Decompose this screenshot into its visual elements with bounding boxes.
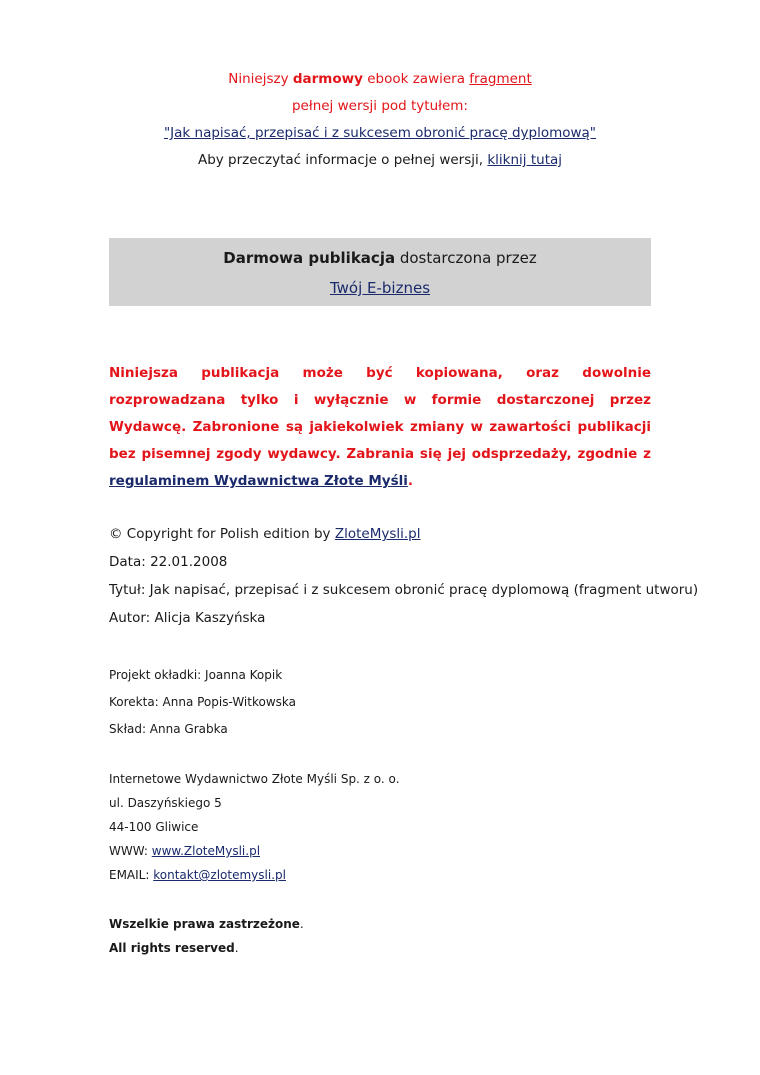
date-line: Data: 22.01.2008	[109, 554, 228, 570]
credits	[109, 662, 669, 743]
header-line-1-pre: Niniejszy	[228, 71, 293, 87]
regulations-link[interactable]: regulaminem Wydawnictwa Złote Myśli	[109, 473, 408, 489]
city-line: 44-100 Gliwice	[109, 820, 199, 834]
email-label: EMAIL:	[109, 868, 154, 882]
rights-pl-end: .	[299, 917, 304, 931]
typesetting-line: Skład: Anna Grabka	[109, 722, 228, 736]
banner-line-1	[109, 243, 651, 273]
copyright-text: © Copyright for Polish edition by	[109, 526, 335, 542]
author-line: Autor: Alicja Kaszyńska	[109, 610, 266, 626]
rights-en-text: All rights reserved	[109, 941, 235, 955]
email-link[interactable]: kontakt@zlotemysli.pl	[153, 868, 286, 882]
header-line-4-pre: Aby przeczytać informacje o pełnej wersji,	[197, 152, 488, 168]
title-line: Tytuł: Jak napisać, przepisać i z sukcesem obronić pracę dyplomową (fragment utworu)	[109, 582, 699, 598]
cover-design-line: Projekt okładki: Joanna Kopik	[109, 668, 283, 682]
publisher-banner	[109, 238, 651, 306]
header-bold-free: darmowy	[292, 71, 363, 87]
full-title-link[interactable]: "Jak napisać, przepisać i z sukcesem obronić pracę dyplomową"	[163, 125, 597, 141]
header-line-3	[0, 120, 760, 147]
rights-en-end: .	[234, 941, 239, 955]
header-line-1-mid: ebook zawiera	[362, 71, 470, 87]
publisher-name: Internetowe Wydawnictwo Złote Myśli Sp. z o. o.	[109, 772, 400, 786]
license-notice	[109, 360, 651, 495]
publication-meta	[109, 520, 699, 632]
publisher-address	[109, 767, 669, 887]
notice-text: Niniejsza publikacja może być kopiowana, oraz dowolnie rozprowadzana tylko i wyłącznie w formie dostarczonej przez Wydawcę. Zabronione są jakiekolwiek zmiany w zawartości publikacji bez pisemnej zgody wydawcy. Zabrania się jej odsprzedaży, zgodnie z	[109, 365, 651, 462]
proofreading-line: Korekta: Anna Popis-Witkowska	[109, 695, 296, 709]
twoj-ebiznes-link[interactable]: Twój E-biznes	[329, 279, 431, 297]
www-label: WWW:	[109, 844, 152, 858]
rights-pl	[109, 912, 669, 936]
rights-en	[109, 936, 669, 960]
ebook-info	[0, 66, 760, 174]
www-link[interactable]: www.ZloteMysli.pl	[151, 844, 261, 858]
banner-line-2	[109, 273, 651, 303]
banner-bold: Darmowa publikacja	[223, 249, 396, 267]
zlotemysli-link[interactable]: ZloteMysli.pl	[334, 526, 421, 542]
copyright-line	[109, 520, 669, 548]
header-line-2: pełnej wersji pod tytułem:	[291, 98, 468, 114]
banner-rest: dostarczona przez	[395, 249, 537, 267]
rights-reserved	[109, 912, 669, 960]
www-line	[109, 839, 669, 863]
click-here-link[interactable]: kliknij tutaj	[487, 152, 563, 168]
fragment-link[interactable]: fragment	[469, 71, 532, 87]
header-line-1	[0, 66, 760, 93]
notice-end: .	[407, 473, 414, 489]
email-line	[109, 863, 669, 887]
street-line: ul. Daszyńskiego 5	[109, 796, 222, 810]
header-line-4	[0, 147, 760, 174]
rights-pl-text: Wszelkie prawa zastrzeżone	[109, 917, 300, 931]
